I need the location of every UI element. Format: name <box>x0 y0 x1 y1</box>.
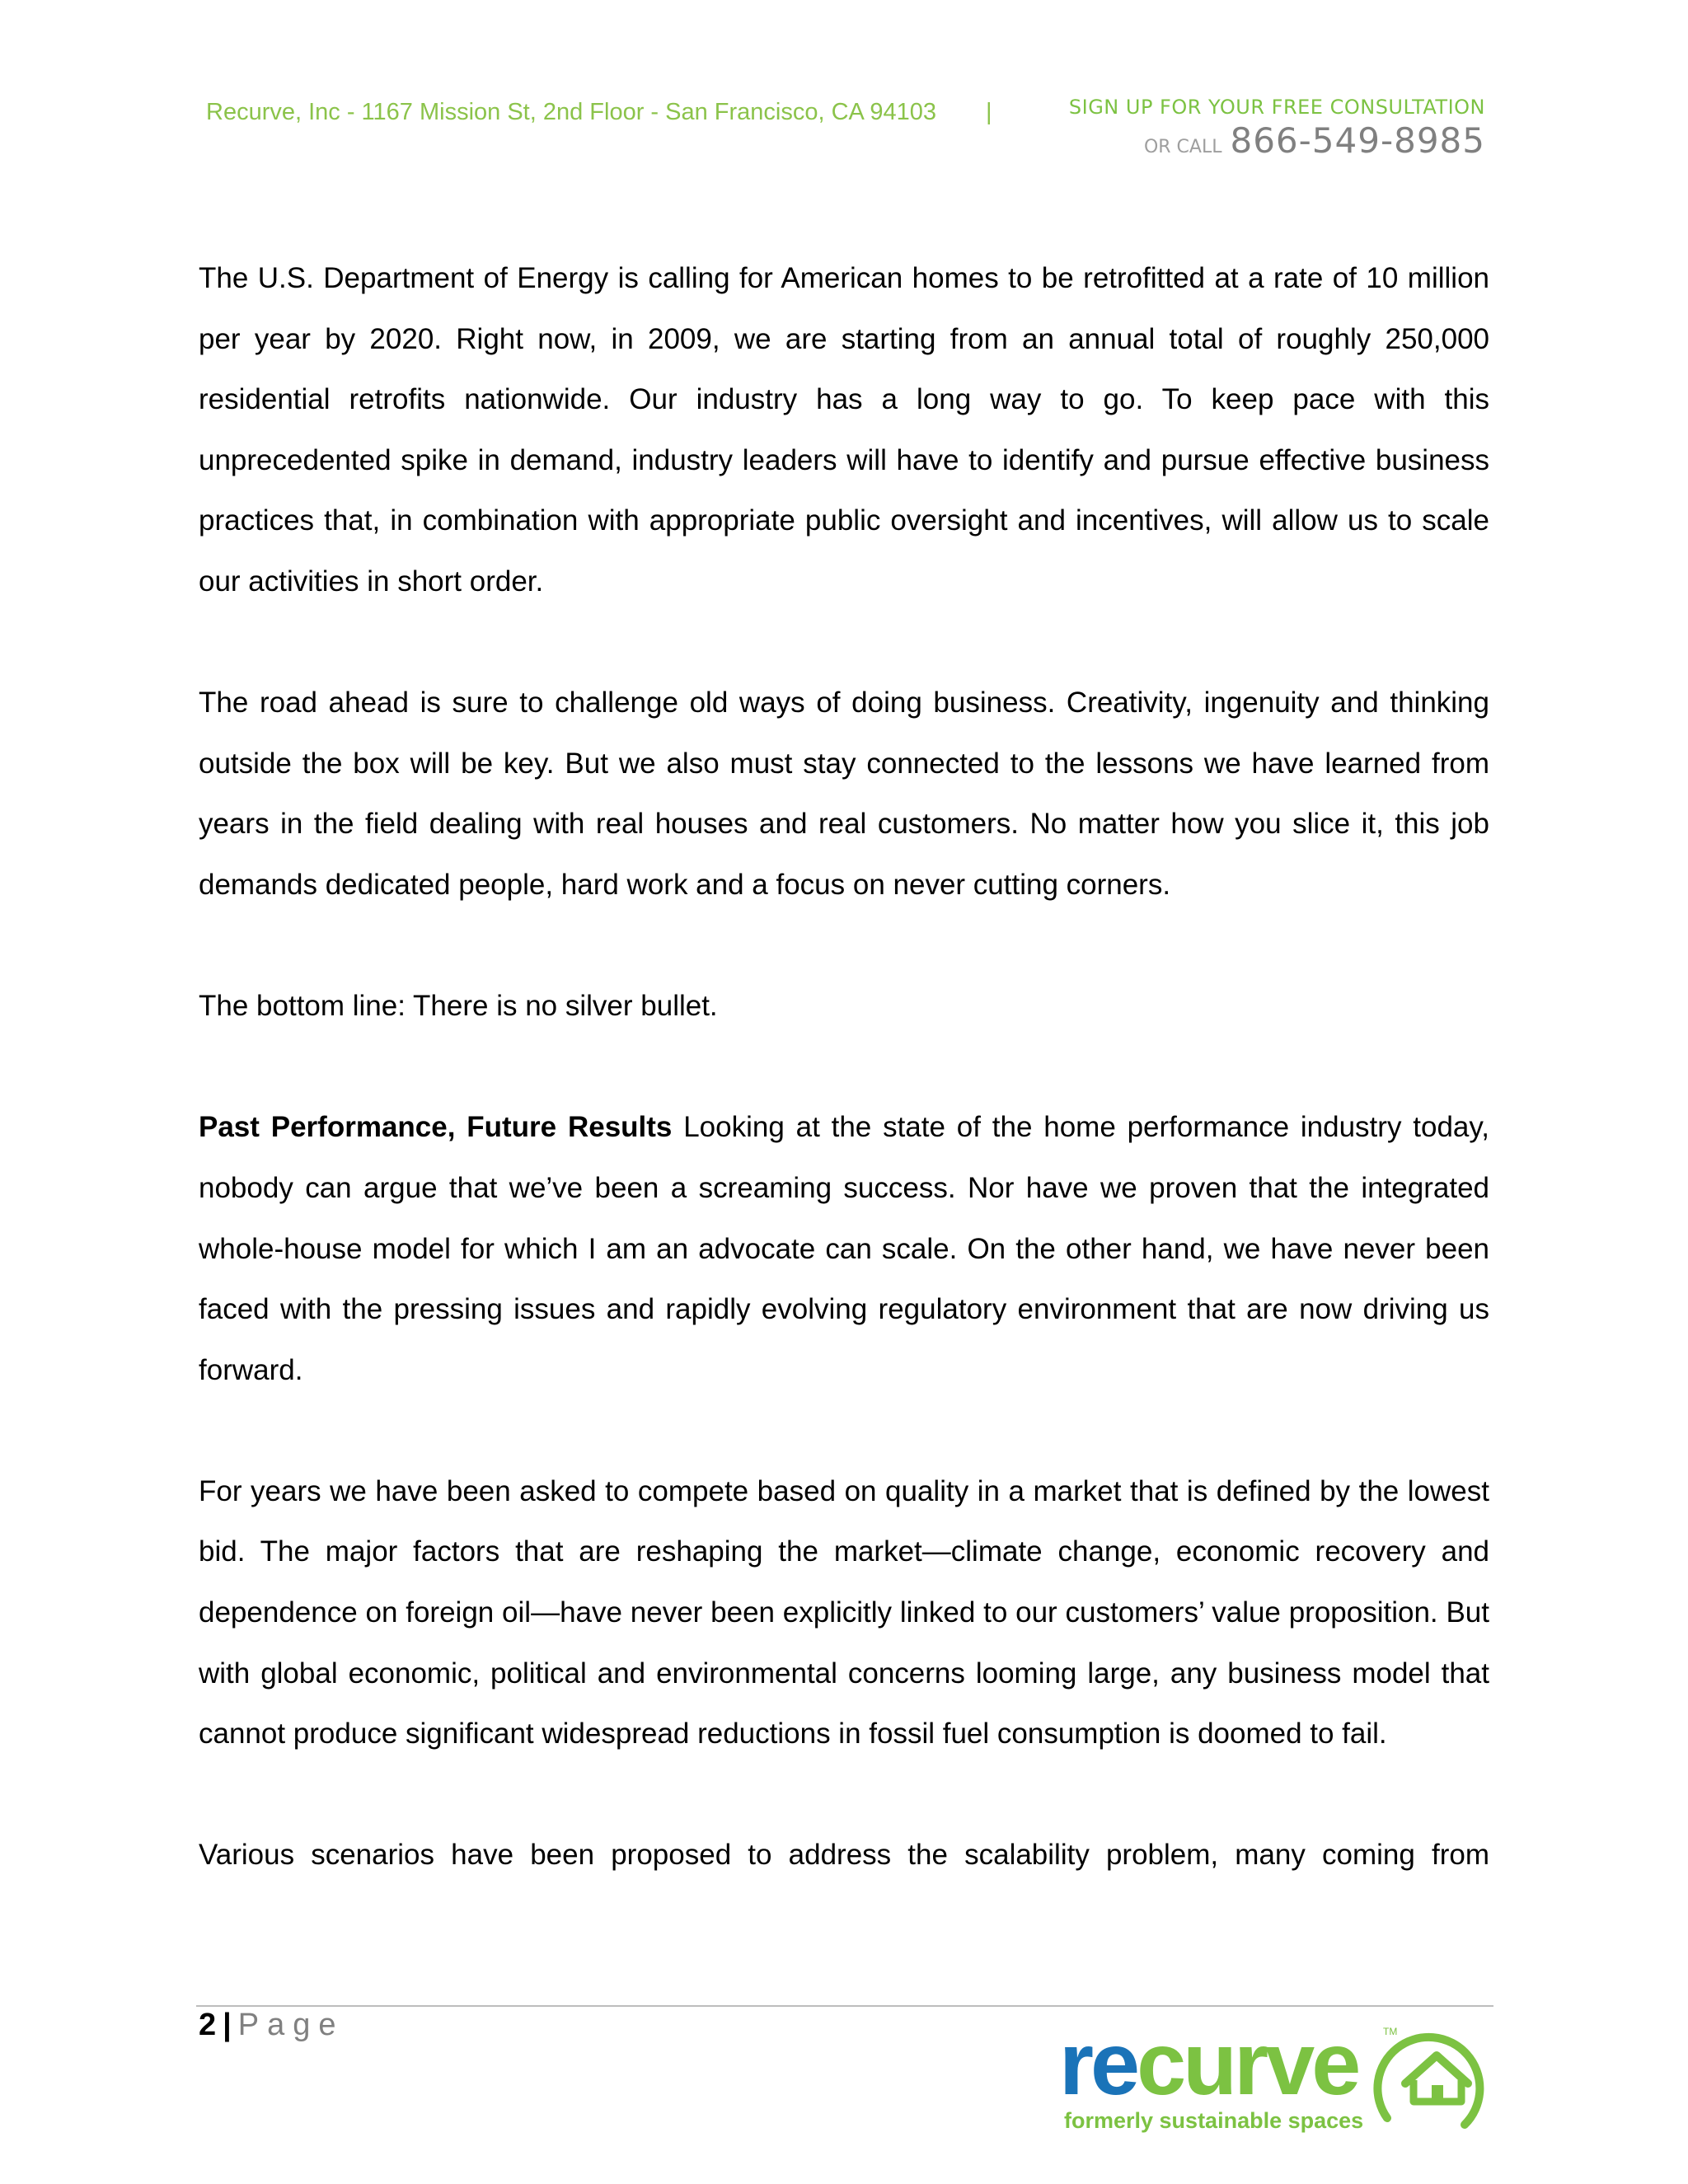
logo-trademark: TM <box>1383 2026 1398 2037</box>
document-body <box>199 248 1489 1886</box>
cta-or-call: OR CALL <box>1143 137 1222 157</box>
paragraph-4 <box>199 1097 1489 1400</box>
paragraph-6: Various scenarios have been proposed to address the scalability problem, many coming from <box>199 1839 1489 1872</box>
header-separator: | <box>986 99 992 125</box>
logo-tagline: formerly sustainable spaces <box>1064 2108 1364 2133</box>
logo-curve: curve <box>1137 2013 1358 2113</box>
cta-phone-line <box>1069 120 1485 161</box>
header-cta[interactable] <box>1069 96 1485 161</box>
page-number: 2 <box>199 2008 217 2042</box>
paragraph-3: The bottom line: There is no silver bullet. <box>199 990 718 1023</box>
header-address: Recurve, Inc - 1167 Mission St, 2nd Floor - San Francisco, CA 94103 <box>206 99 936 125</box>
paragraph-2: The road ahead is sure to challenge old ways of doing business. Creativity, ingenuity and thinking outside the box will be key. But we also must stay connected to the lessons we have learned from years in the field dealing with real houses and real customers. No matter how you slice it, this job demands dedicated people, hard work and a focus on never cutting corners. <box>199 687 1489 901</box>
section-heading: Past Performance, Future Results <box>199 1111 673 1144</box>
paragraph-5: For years we have been asked to compete based on quality in a market that is defined by the lowest bid. The major factors that are reshaping the market—climate change, economic recovery and dependence on foreign oil—have never been explicitly linked to our customers’ value proposition. But with global economic, political and environmental concerns looming large, any business model that cannot produce significant widespread reductions in fossil fuel consumption is doomed to fail. <box>199 1474 1489 1750</box>
footer-page-label <box>199 2008 345 2043</box>
paragraph-1: The U.S. Department of Energy is calling for American homes to be retrofitted at a rate of 10 million per year by 2020. Right now, in 2009, we are starting from an annual total of roughly 250,000 residential retrofits nationwide. Our industry has a long way to go. To keep pace with this unprecedented spike in demand, industry leaders will have to identify and pursue effective business practices that, in combination with appropriate public oversight and incentives, will allow us to scale our activities in short order. <box>199 262 1489 598</box>
page-separator: | <box>223 2008 232 2042</box>
cta-phone-number[interactable]: 866-549-8985 <box>1230 120 1485 161</box>
logo-wordmark <box>1059 2013 1358 2113</box>
cta-consultation[interactable]: SIGN UP FOR YOUR FREE CONSULTATION <box>1068 96 1485 119</box>
footer-divider <box>196 2005 1493 2007</box>
paragraph-4-text: Looking at the state of the home performance industry today, nobody can argue that we’ve been a screaming success. Nor have we proven that the integrated whole-house model for which I am an advocate can scale. On the other hand, we have never been faced with the pressing issues and rapidly evolving regulatory environment that are now driving us forward. <box>199 1111 1489 1386</box>
house-arc-icon <box>1372 2019 1492 2141</box>
recurve-logo <box>1059 2013 1496 2143</box>
page-word: Page <box>237 2008 345 2042</box>
logo-re: re <box>1059 2013 1137 2113</box>
